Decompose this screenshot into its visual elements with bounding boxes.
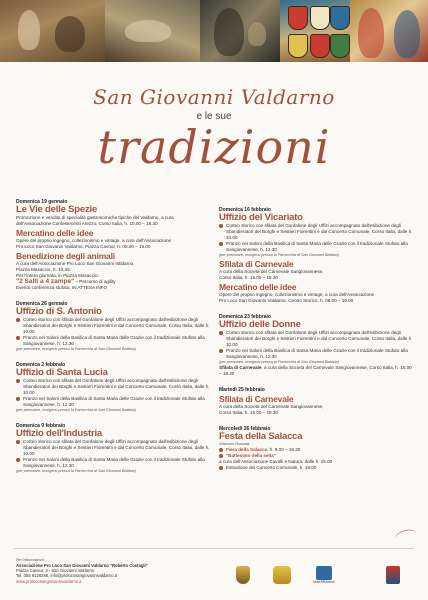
event-date: Domenica 2 febbraio: [16, 362, 66, 368]
event-bullet: Pranzo nei Saloni della Basilica di Santa Maria delle Grazie con il tradizionale Stufato alla Sangiovannese, h. 12.30: [219, 348, 415, 360]
event-text: A cura della Società del Carnevale Sangiovannese,: [219, 404, 324, 409]
event-note: (per prenotare, rivolgersi presso la Parrocchia di San Giovanni Battista): [16, 469, 136, 473]
event-bullet: Corteo storico con sfilata del Gonfalone degli Uffizi accompagnato dall'esibizione degli Sbandieratori dei Borghi e Sestieri Fiorentini e dal Concerto Comunale, Corso Italia, dalle h. 10.00: [16, 439, 212, 457]
heraldry-panel: [280, 0, 350, 62]
event-bullet: Estrazione del Concerto Comunale, h. 16.00: [219, 465, 415, 471]
info-contacts: Tel. 055 9126268, info@prolocosangiovannivaldarno.it: [16, 573, 117, 579]
event-note: Giacomo Granata:: [219, 442, 251, 446]
event-note: (per prenotare, rivolgersi presso la Parrocchia di San Giovanni Battista): [16, 408, 136, 412]
annunciation-panel: [350, 0, 428, 62]
event-block: [219, 387, 415, 416]
event-date: Martedì 25 febbraio: [219, 387, 265, 393]
event-label: Sfilata di Carnevale: [219, 365, 262, 370]
event-text: dell'Associazione Confesercenti Arezzo, Corso Italia, h. 10.00 – 18.30: [16, 221, 158, 226]
event-block: [219, 314, 415, 377]
info-organization: Associazione Pro Loco San Giovanni Valdarno "Roberto Costagli": [16, 563, 148, 568]
info-label: Per informazioni:: [16, 558, 45, 562]
event-date: Domenica 9 febbraio: [16, 423, 66, 429]
event-text: Pro Loco San Giovanni Valdarno, Centro Storico, h. 08.00 – 19.00: [219, 298, 354, 303]
fresco-panel-2: [105, 0, 200, 62]
event-block: [16, 423, 212, 474]
event-block: [16, 362, 212, 413]
event-date: Domenica 19 gennaio: [16, 199, 68, 205]
events-left-column: [16, 199, 212, 484]
carnival-society-logo: [380, 566, 406, 584]
event-text: Pro Loco San Giovanni Valdarno, Piazza Cavour, h. 08.00 – 19.00: [16, 244, 151, 249]
municipality-crest-logo: [233, 566, 253, 584]
event-heading: Le Vie delle Spezie: [16, 204, 98, 215]
event-highlight: "Battesimo della sella": [226, 453, 276, 458]
event-text: A cura della Società del Carnevale Sangiovannese,: [219, 269, 324, 274]
event-text: , a cura della Società del Carnevale Sangiovannese, Corso Italia, h. 15.00 – 18.30: [219, 365, 412, 376]
event-text: [219, 365, 415, 377]
contact-info: [16, 558, 186, 584]
event-text: Opere del proprio ingegno, collezionismo e vintage, a cura dell'Associazione: [16, 238, 172, 243]
event-subheading: Mercatino delle idee: [16, 228, 94, 238]
event-subheading: Sfilata di Carnevale: [219, 259, 294, 269]
event-note: (per prenotare, rivolgersi presso la Parrocchia di San Giovanni Battista): [219, 253, 339, 257]
fresco-panel-3: [200, 0, 280, 62]
event-note: (per prenotare, rivolgersi presso la Parrocchia di San Giovanni Battista): [219, 360, 339, 364]
event-date: Domenica 23 febbraio: [219, 314, 271, 320]
event-bullet: [219, 453, 415, 459]
title-main: tradizioni: [97, 120, 331, 174]
event-heading: Festa della Salacca: [219, 431, 303, 442]
event-text: Evento conferenza stufato, IN ATTESA INFO: [16, 285, 108, 290]
event-highlight: "2 Salti a 4 zampe": [16, 278, 75, 285]
event-block: [16, 301, 212, 352]
fresco-panel-1: [0, 0, 105, 62]
decorative-flourish: [394, 527, 419, 545]
event-heading: Uffizio di Santa Lucia: [16, 367, 108, 378]
event-bullet: Corteo storico con sfilata del Gonfalone degli Uffizi accompagnato dall'esibizione degli Sbandieratori dei Borghi e Sestieri Fiorentini e dal Concerto Comunale, Corso Italia, dalle h. 10.00: [219, 330, 415, 348]
event-text: a cura dell'Associazione Cavalli e Natura, dalle h. 15.00: [219, 459, 333, 464]
event-date: Domenica 16 febbraio: [219, 207, 271, 213]
event-bullet: Pranzo nei Saloni della Basilica di Santa Maria delle Grazie con il tradizionale Stufato alla Sangiovannese, h. 12.30: [16, 335, 212, 347]
event-date: Mercoledì 26 febbraio: [219, 426, 271, 432]
event-bullet: Corteo storico con sfilata del Gonfalone degli Uffizi accompagnato dall'esibizione degli Sbandieratori dei Borghi e Sestieri Fiorentini e dal Concerto Comunale, Corso Italia, dalle h. 10.00: [16, 378, 212, 396]
event-heading: Uffizio del Vicariato: [219, 212, 303, 223]
event-block: [16, 199, 212, 291]
event-date: Domenica 26 gennaio: [16, 301, 68, 307]
events-right-column: [219, 207, 415, 481]
event-block: [219, 426, 415, 471]
event-text: Per l'intera giornata, in Piazza Masaccio:: [16, 273, 99, 278]
proloco-logo: [270, 566, 294, 584]
event-bullet: Pranzo nei Saloni della Basilica di Santa Maria delle Grazie con il tradizionale Stufato alla Sangiovannese, h. 12.30: [16, 396, 212, 408]
event-subheading: Mercatino delle idee: [219, 282, 297, 292]
event-highlight: Fiera della Salacca: [226, 447, 268, 452]
logo-caption: MineRBActive: [313, 580, 335, 584]
event-text: Piazza Masaccio, h. 10.45.: [16, 267, 71, 272]
title-connector: e le sue: [196, 111, 232, 122]
event-subheading: Benedizione degli animali: [16, 251, 115, 261]
event-text: , h. 9.00 – 19.30: [267, 447, 301, 452]
event-text: Corso Italia, h. 15.00 – 18.30: [219, 410, 278, 415]
event-heading: Uffizio di S. Antonio: [16, 306, 102, 317]
event-text: A cura dell'Associazione Pro Loco San Giovanni Valdarno,: [16, 261, 135, 266]
event-bullet: Pranzo nei Saloni della Basilica di Santa Maria delle Grazie con il tradizionale Stufato alla Sangiovannese, h. 12.30: [16, 457, 212, 469]
event-heading: Uffizio dell'Industria: [16, 428, 102, 439]
footer-divider: [14, 548, 414, 549]
title-town: San Giovanni Valdarno: [93, 85, 335, 109]
event-text: Promozione e vendita di specialità gastronomiche tipiche del Valdarno, a cura: [16, 215, 174, 220]
event-note: (per prenotare, rivolgersi presso la Parrocchia di San Giovanni Battista): [16, 347, 136, 351]
event-bullet: Corteo storico con sfilata del Gonfalone degli Uffizi accompagnato dall'esibizione degli Sbandieratori dei Borghi e Sestieri Fiorentini e dal Concerto Comunale, Corso Italia, dalle h. 10.00: [16, 317, 212, 335]
event-bullet: Pranzo nei Saloni della Basilica di Santa Maria delle Grazie con il tradizionale Stufato alla Sangiovannese, h. 12.30: [219, 241, 415, 253]
event-text: Corso Italia, h. 15.00 – 18.30: [219, 275, 278, 280]
event-block: [219, 207, 415, 304]
info-website-link[interactable]: www.prolocosangiovannivaldarno.it: [16, 578, 82, 584]
event-heading: Sfilata di Carnevale: [219, 394, 294, 404]
artwork-banner: [0, 0, 428, 62]
event-text: – Percorso di agility: [74, 279, 116, 284]
minerbactive-logo: [304, 566, 344, 584]
event-bullet: Corteo storico con sfilata del Gonfalone degli Uffizi accompagnato dall'esibizione degli Sbandieratori dei Borghi e Sestieri Fiorentini e dal Concerto Comunale, Corso Italia, dalle h. 10.00: [219, 223, 415, 241]
info-address: Piazza Cavour, 3 - San Giovanni Valdarno: [16, 568, 95, 574]
event-heading: Uffizio delle Donne: [219, 319, 301, 330]
event-text: Opere del proprio ingegno, collezionismo e vintage, a cura dell'Associazione: [219, 292, 375, 297]
